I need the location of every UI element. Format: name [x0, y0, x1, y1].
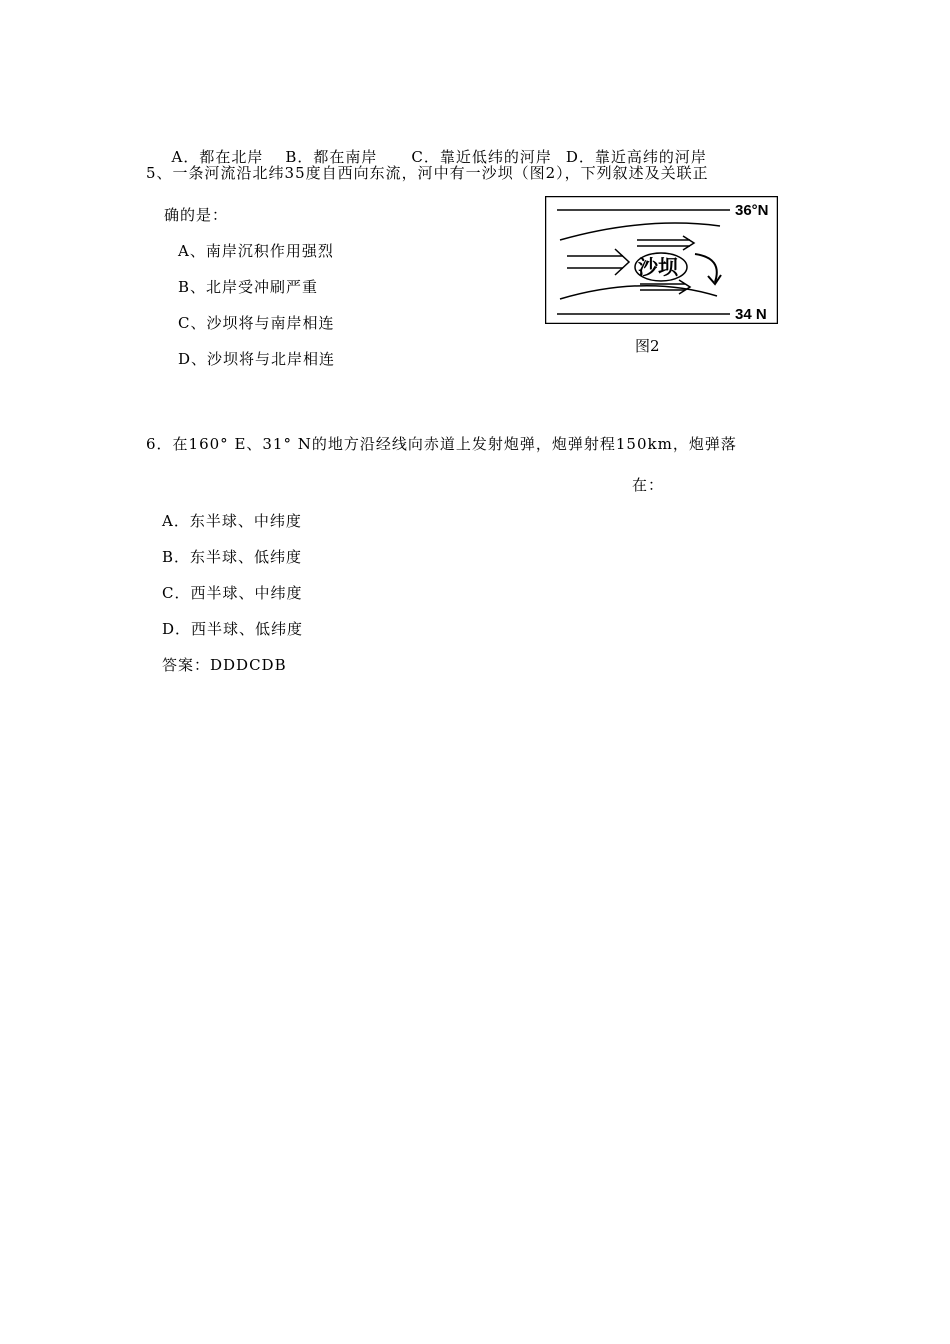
river-sandbar-figure: [545, 196, 778, 324]
q4-options-row: [160, 127, 707, 167]
answer-line: 答案：DDDCDB: [162, 656, 287, 674]
q6-option-c: C．西半球、中纬度: [162, 584, 303, 602]
figure-caption: 图2: [635, 337, 660, 355]
q4-option-a: A．都在北岸: [171, 148, 264, 166]
q5-stem-line1: 5、一条河流沿北纬35度自西向东流，河中有一沙坝（图2），下列叙述及关联正: [146, 164, 709, 182]
q6-stem-line2: 在：: [632, 476, 665, 494]
top-latitude-label: 36°N: [735, 202, 769, 219]
q4-option-d: D．靠近高纬的河岸: [565, 148, 707, 166]
q5-option-b: B、北岸受冲刷严重: [178, 278, 319, 296]
q5-option-d: D、沙坝将与北岸相连: [178, 350, 336, 368]
q6-option-b: B．东半球、低纬度: [162, 548, 303, 566]
q5-option-c: C、沙坝将与南岸相连: [178, 314, 335, 332]
q5-option-a: A、南岸沉积作用强烈: [178, 242, 334, 260]
q6-option-a: A．东半球、中纬度: [162, 512, 302, 530]
bottom-latitude-label: 34 N: [735, 306, 767, 323]
sandbar-label: 沙坝: [638, 255, 678, 279]
q5-stem-line2: 确的是：: [164, 206, 229, 224]
q4-option-c: C．靠近低纬的河岸: [411, 148, 552, 166]
q6-stem-line1: 6．在160° E、31° N的地方沿经线向赤道上发射炮弹，炮弹射程150km，炮弹落: [146, 435, 737, 453]
q4-option-b: B．都在南岸: [285, 148, 378, 166]
q6-option-d: D．西半球、低纬度: [162, 620, 304, 638]
